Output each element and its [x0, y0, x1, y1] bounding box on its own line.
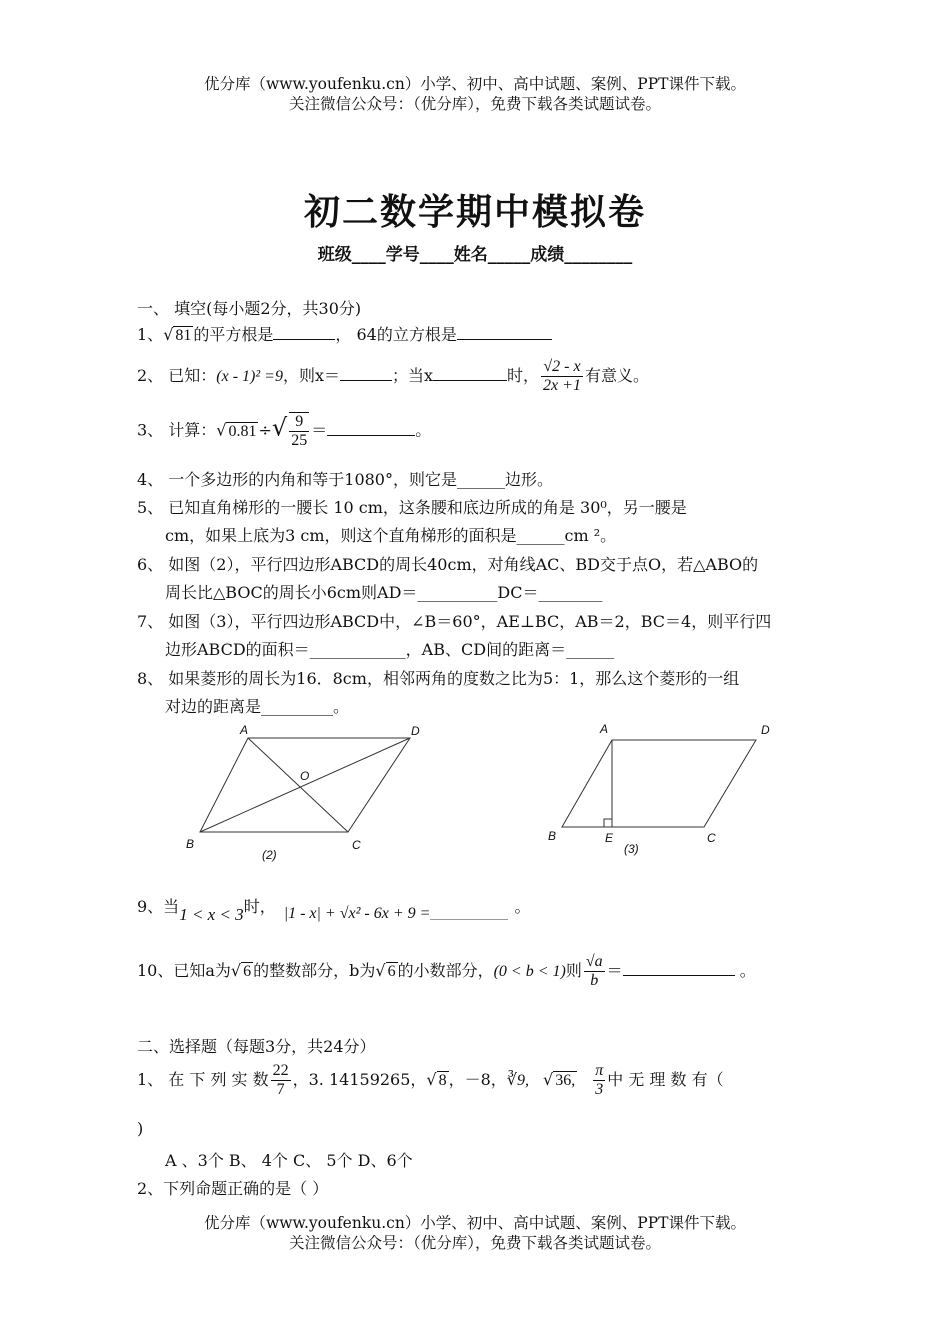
q-text: 的平方根是	[193, 325, 274, 344]
label-b: B	[548, 829, 557, 843]
label-c: C	[352, 838, 361, 852]
q-text: 时，	[507, 366, 540, 385]
question-1-10	[137, 953, 756, 990]
sqrt-symbol: √	[163, 325, 174, 344]
q-text: 有意义。	[584, 366, 649, 385]
footer-line-1: 优分库（www.youfenku.cn）小学、初中、高中试题、案例、PPT课件下载。	[203, 1214, 747, 1232]
q-text: 10、已知a为	[137, 961, 231, 980]
fraction	[584, 953, 605, 990]
fraction	[289, 412, 309, 450]
q-text: 。	[514, 897, 531, 916]
question-1-2	[137, 358, 649, 395]
question-1-8b: 对边的距离是_________。	[165, 697, 350, 716]
parallelogram-abcd	[562, 740, 756, 827]
answer-blank[interactable]	[273, 325, 335, 340]
q-text: 中 无 理 数 有（	[607, 1070, 724, 1089]
q-text: 的小数部分，	[397, 961, 494, 980]
denominator: 7	[276, 1081, 285, 1098]
question-1-8a: 8、 如果菱形的周长为16．8cm，相邻两角的度数之比为5：1，那么这个菱形的一组	[137, 669, 740, 688]
section1-heading: 一、 填空(每小题2分，共30分)	[137, 299, 362, 318]
question-1-3	[137, 412, 431, 450]
diagonal-ac	[248, 738, 348, 832]
q-text: 1、 在 下 列 实 数	[137, 1070, 269, 1089]
question-1-9	[137, 894, 531, 924]
answer-blank[interactable]	[457, 325, 552, 340]
question-1-6b: 周长比△BOC的周长小6cm则AD＝__________DC＝________	[165, 583, 603, 602]
sqrt-symbol: √	[271, 413, 288, 442]
question-1-1	[137, 322, 552, 345]
answer-blank[interactable]	[327, 421, 415, 436]
answer-blank[interactable]	[433, 366, 507, 381]
section2-heading: 二、选择题（每题3分，共24分）	[137, 1037, 376, 1056]
label-b: B	[186, 837, 195, 851]
condition: (0 < b < 1)	[493, 963, 566, 980]
question-1-5b: cm，如果上底为3 cm，则这个直角梯形的面积是______cm ²。	[165, 526, 617, 545]
question-2-1	[137, 1062, 724, 1099]
q-text: 的整数部分，b为	[253, 961, 376, 980]
radicand: 36,	[555, 1072, 576, 1089]
sqrt-symbol: √	[375, 961, 386, 980]
fraction	[271, 1062, 291, 1099]
header-line-2: 关注微信公众号：（优分库），免费下载各类试题试卷。	[288, 95, 661, 113]
numerator: 22	[272, 1062, 289, 1079]
sqrt-symbol: √	[426, 1070, 437, 1089]
label-a: A	[240, 723, 249, 737]
radicand: 81	[175, 327, 192, 344]
numerator: π	[595, 1062, 604, 1079]
q-text: 。	[415, 420, 432, 440]
right-angle-mark	[604, 819, 612, 827]
answer-blank[interactable]	[340, 366, 392, 381]
answer-blank[interactable]	[430, 905, 508, 920]
question-1-7b: 边形ABCD的面积＝____________，AB、CD间的距离＝______	[165, 640, 615, 659]
label-o: O	[300, 769, 310, 783]
label-c: C	[707, 831, 716, 845]
q-text: ＝	[606, 961, 623, 980]
footer-line-2: 关注微信公众号：（优分库），免费下载各类试题试卷。	[288, 1234, 661, 1252]
cube-root: ∛9,	[506, 1072, 530, 1089]
q-text: 则	[565, 961, 582, 980]
radicand: 6	[243, 963, 252, 980]
figure-2-parallelogram	[180, 720, 430, 870]
q-text: ， 64的立方根是	[335, 325, 457, 344]
q-number: 2、 已知：	[137, 366, 217, 385]
numerator: √a	[585, 953, 603, 970]
figure-caption: (3)	[624, 842, 639, 856]
denominator: 25	[291, 432, 308, 449]
q-number: 1、	[137, 325, 164, 344]
numerator: 9	[289, 413, 309, 432]
numerator: √2 - x	[541, 358, 583, 377]
q-text: 。	[734, 961, 756, 980]
q-number: 9、当	[137, 897, 180, 916]
student-info-line: 班级____学号____姓名_____成绩________	[317, 245, 633, 265]
q-text: ＝	[311, 420, 328, 440]
question-2-1-options: A 、3个 B、 4个 C、 5个 D、6个	[165, 1151, 413, 1170]
radicand: 6	[387, 963, 396, 980]
divide-symbol: ÷	[258, 420, 272, 440]
denominator: 2x +1	[543, 377, 581, 394]
q-text: ，－8，	[448, 1070, 507, 1089]
q-text: ；当x	[392, 366, 434, 385]
math-expression: (x - 1)² =9	[216, 368, 283, 385]
q-text: ，则x＝	[282, 366, 340, 385]
label-a: A	[600, 722, 609, 736]
sqrt-symbol: √	[543, 1070, 554, 1089]
denominator: b	[590, 972, 599, 989]
radicand: 8	[438, 1072, 447, 1089]
math-expression: |1 - x| + √x² - 6x + 9 =	[283, 905, 431, 922]
page-title: 初二数学期中模拟卷	[303, 192, 646, 233]
q-text: 时，	[243, 897, 276, 916]
header-line-1: 优分库（www.youfenku.cn）小学、初中、高中试题、案例、PPT课件下载。	[203, 75, 747, 93]
label-e: E	[605, 831, 614, 845]
label-d: D	[411, 724, 420, 738]
sqrt-symbol: √	[216, 420, 227, 440]
fraction	[541, 358, 583, 395]
q-number: 3、 计算：	[137, 420, 217, 440]
question-1-6a: 6、 如图（2），平行四边形ABCD的周长40cm，对角线AC、BD交于点O，若△ABO的	[137, 555, 759, 574]
question-1-5a: 5、 已知直角梯形的一腰长 10 cm，这条腰和底边所成的角是 30⁰，另一腰是	[137, 498, 687, 517]
denominator: 3	[595, 1081, 604, 1098]
fraction	[593, 1062, 605, 1099]
q-text: ，3. 14159265，	[292, 1070, 427, 1089]
figure-3-parallelogram	[540, 716, 790, 866]
radicand: 0.81	[228, 422, 257, 440]
question-2-2: 2、下列命题正确的是（ ）	[137, 1179, 329, 1198]
sqrt-symbol: √	[230, 961, 242, 980]
question-1-4: 4、 一个多边形的内角和等于1080°，则它是______边形。	[137, 470, 553, 489]
label-d: D	[761, 723, 770, 737]
answer-blank[interactable]	[623, 961, 735, 976]
question-1-7a: 7、 如图（3），平行四边形ABCD中，∠B＝60°，AE⊥BC，AB＝2，BC＝4，则平行四	[137, 612, 772, 631]
figure-caption: (2)	[262, 848, 277, 862]
condition: 1 < x < 3	[179, 905, 244, 924]
question-2-1-close: )	[137, 1119, 144, 1138]
